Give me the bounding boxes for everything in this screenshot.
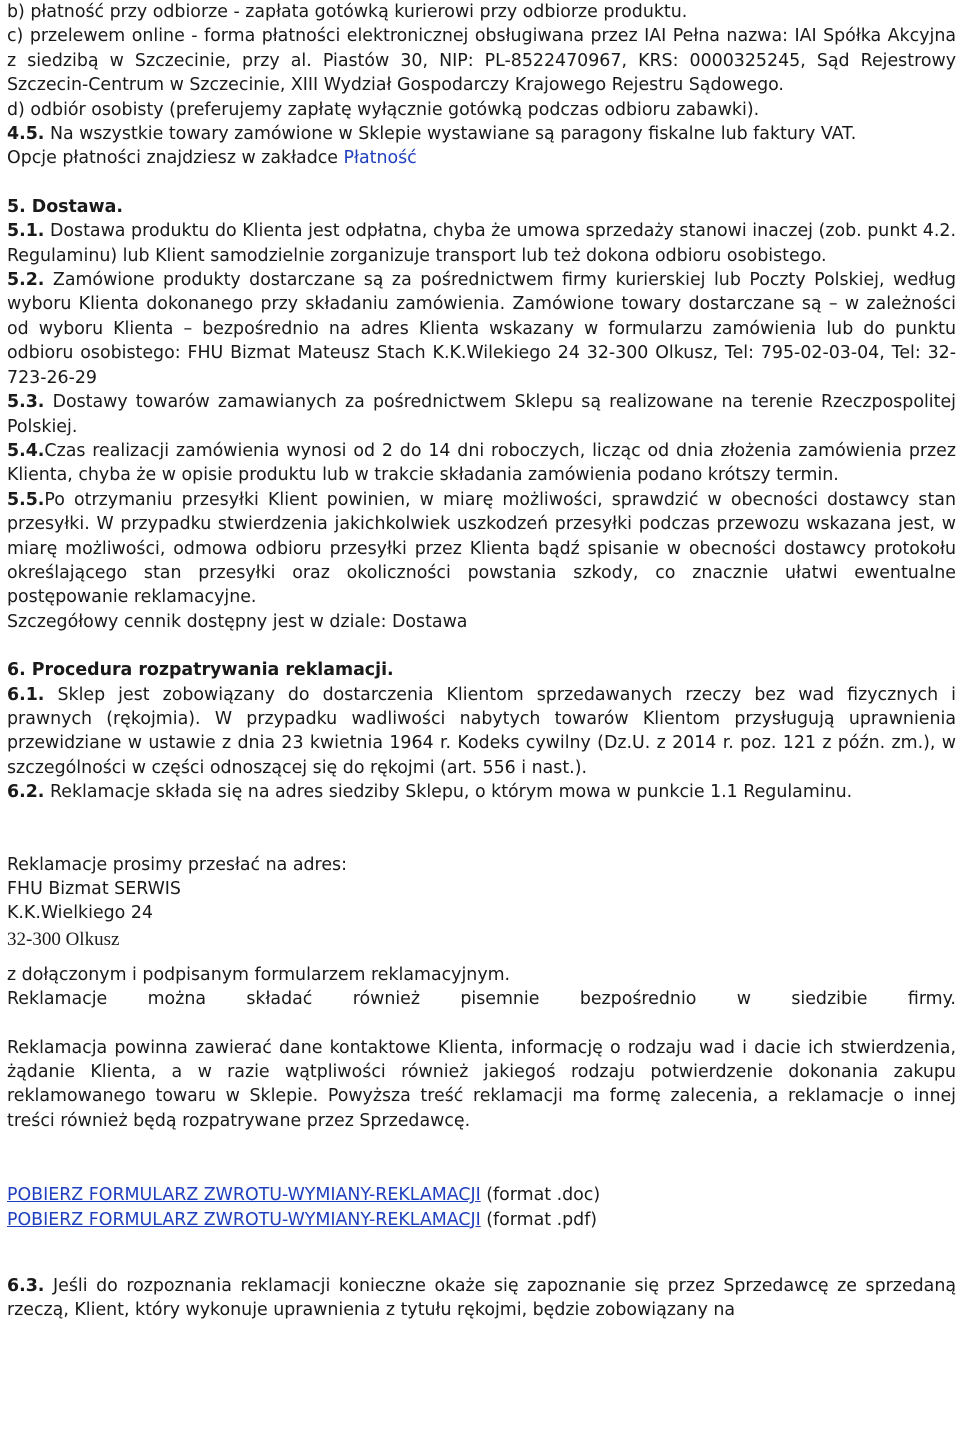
complaint-address-intro: Reklamacje prosimy przesłać na adres: [7, 854, 347, 875]
complaint-content-note: Reklamacja powinna zawierać dane kontaktowe Klienta, informację o rodzaju wad i dacie ich stwierdzenia, żądanie Klienta, a w razie wątpliwości również jakiegoś rodzaju potwierdzenie dokonania zakupu reklamowanego towaru w Sklepie. Powyższa treść reklamacji ma formę zalecenia, a reklamacje o innej treści również będą rozpatrywane przez Sprzedawcę. [7, 1037, 956, 1131]
paragraph-5-3: 5.3. Dostawy towarów zamawianych za pośrednictwem Sklepu są realizowane na terenie Rzeczpospolitej Polskiej. [7, 392, 956, 437]
download-doc-row: POBIERZ FORMULARZ ZWROTU-WYMIANY-REKLAMACJI (format .doc) [7, 1185, 601, 1206]
regulations-document [7, 0, 956, 1323]
paragraph-5-1: 5.1. Dostawa produktu do Klienta jest odpłatna, chyba że umowa sprzedaży stanowi inaczej (zob. punkt 4.2. Regulaminu) lub Klient samodzielnie zorganizuje transport lub też dokona odbioru osobistego. [7, 221, 956, 266]
section-heading-complaints: 6. Procedura rozpatrywania reklamacji. [7, 660, 394, 681]
payment-tab-link[interactable]: Płatność [343, 148, 417, 169]
paragraph-6-3: 6.3. Jeśli do rozpoznania reklamacji konieczne okaże się zapoznanie się przez Sprzedawcę ze sprzedaną rzeczą, Klient, który wykonuje uprawnienia z tytułu rękojmi, będzie zobowiązany na [7, 1276, 956, 1321]
complaint-address-name: FHU Bizmat SERWIS [7, 879, 181, 899]
paragraph-5-2: 5.2. Zamówione produkty dostarczane są za pośrednictwem firmy kurierskiej lub Poczty Polskiej, według wyboru Klienta dokonanego przy składaniu zamówienia. Zamówione towary dostarczane są – w zależności od wyboru Klienta – bezpośrednio na adres Klienta wskazany w formularzu zamówienia lub do punktu odbioru osobistego: FHU Bizmat Mateusz Stach K.K.Wilekiego 24 32-300 Olkusz, Tel: 795-02-03-04, Tel: 32-723-26-29 [7, 270, 956, 388]
paragraph-5-4: 5.4.Czas realizacji zamówienia wynosi od 2 do 14 dni roboczych, licząc od dnia złożenia zamówienia przez Klienta, chyba że w opisie produktu lub w trakcie składania zamówienia podano krótszy termin. [7, 440, 956, 486]
pricing-note: Szczegółowy cennik dostępny jest w dziale: Dostawa [7, 611, 468, 632]
section-heading-delivery: 5. Dostawa. [7, 196, 123, 217]
payment-option-cod: b) płatność przy odbiorze - zapłata gotówką kurierowi przy odbiorze produktu. [7, 2, 688, 22]
payment-options-note: Opcje płatności znajdziesz w zakładce Płatność [7, 148, 417, 169]
payment-option-pickup: d) odbiór osobisty (preferujemy zapłatę wyłącznie gotówką podczas odbioru zabawki). [7, 99, 760, 120]
complaint-address-street: K.K.Wielkiego 24 [7, 903, 153, 924]
payment-option-online: c) przelewem online - forma płatności elektronicznej obsługiwana przez IAI Pełna nazwa: IAI Spółka Akcyjna z siedzibą w Szczecinie, przy al. Piastów 30, NIP: PL-8522470967, KRS: 0000325245, Sąd Rejestrowy Szczecin-Centrum w Szczecinie, XIII Wydział Gospodarczy Krajowego Rejestru Sądowego. [7, 26, 956, 96]
download-pdf-row: POBIERZ FORMULARZ ZWROTU-WYMIANY-REKLAMACJI (format .pdf) [7, 1209, 598, 1230]
paragraph-4-5: 4.5. Na wszystkie towary zamówione w Sklepie wystawiane są paragony fiskalne lub faktury VAT. [7, 124, 857, 145]
written-complaint-note: Reklamacje można składać również pisemnie bezpośrednio w siedzibie firmy. [7, 989, 956, 1010]
complaint-address-city: 32-300 Olkusz [7, 928, 120, 950]
paragraph-number: 4.5. [7, 124, 45, 145]
paragraph-5-5: 5.5.Po otrzymaniu przesyłki Klient powinien, w miarę możliwości, sprawdzić w obecności dostawcy stan przesyłki. W przypadku stwierdzenia jakichkolwiek uszkodzeń przesyłki podczas przewozu wskazana jest, w miarę możliwości, odmowa odbioru przesyłki przez Klienta bądź spisanie w obecności dostawcy protokołu określającego stan przesyłki oraz okoliczności powstania szkody, co znacznie ułatwi ewentualne postępowanie reklamacyjne. [7, 489, 956, 608]
download-form-doc-link[interactable]: POBIERZ FORMULARZ ZWROTU-WYMIANY-REKLAMACJI [7, 1185, 481, 1206]
download-form-pdf-link[interactable]: POBIERZ FORMULARZ ZWROTU-WYMIANY-REKLAMACJI [7, 1209, 481, 1230]
attachment-note: z dołączonym i podpisanym formularzem reklamacyjnym. [7, 964, 511, 985]
paragraph-6-1: 6.1. Sklep jest zobowiązany do dostarczenia Klientom sprzedawanych rzeczy bez wad fizycznych i prawnych (rękojmia). W przypadku wadliwości nabytych towarów Klientom przysługują uprawnienia przewidziane w ustawie z dnia 23 kwietnia 1964 r. Kodeks cywilny (Dz.U. z 2014 r. poz. 121 z późn. zm.), w szczególności w części odnoszącej się do rękojmi (art. 556 i nast.). [7, 684, 956, 778]
paragraph-6-2: 6.2. Reklamacje składa się na adres siedziby Sklepu, o którym mowa w punkcie 1.1 Regulaminu. [7, 782, 853, 803]
